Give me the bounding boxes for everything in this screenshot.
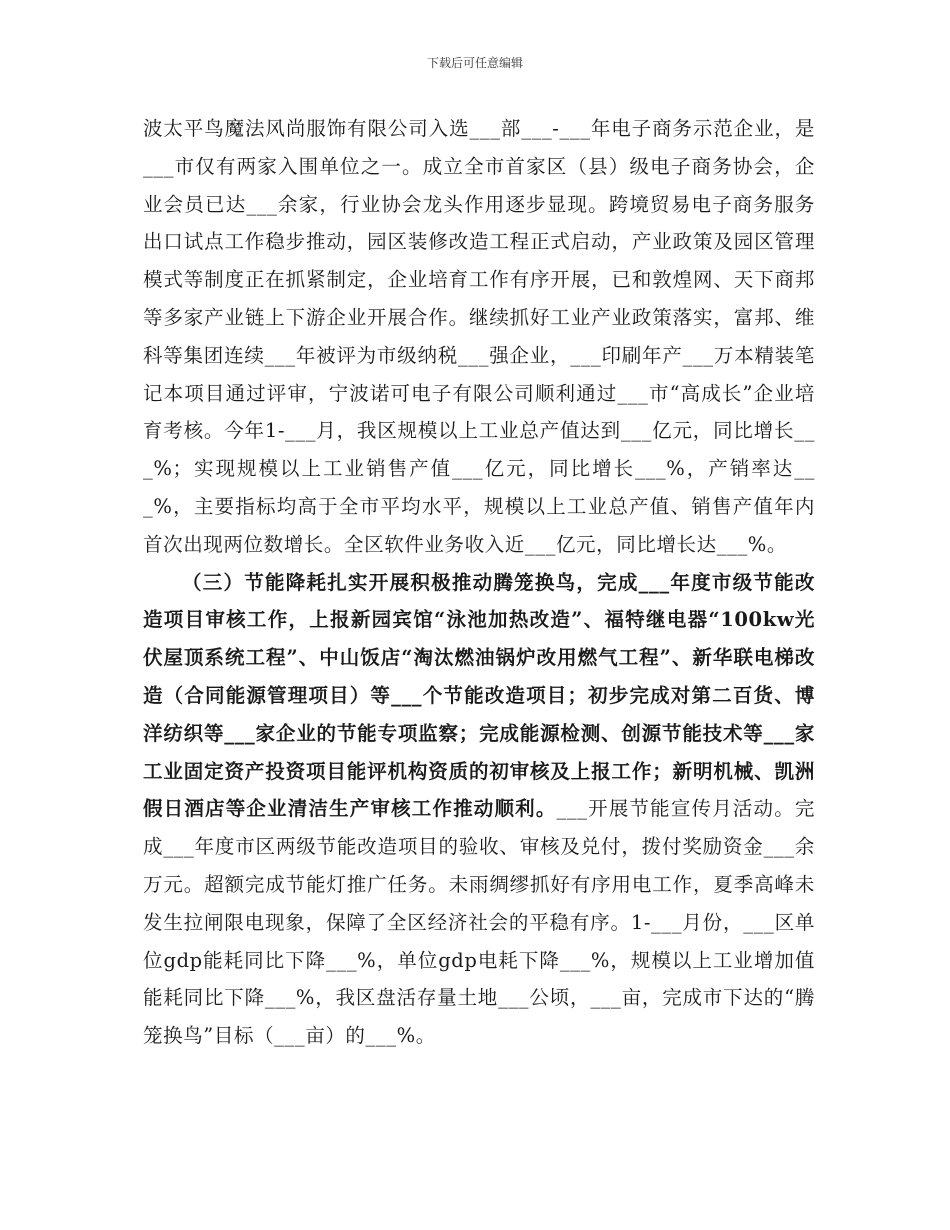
paragraph-energy-saving-bold: （三）节能降耗扎实开展积极推动腾笼换鸟，完成___年度市级节能改造项目审核工作，上报新园宾馆“泳池加热改造”、福特继电器“100kw光伏屋顶系统工程”、中山饭店“淘汰燃油锅炉改用燃气工程”、新华联电梯改造（合同能源管理项目）等___个节能改造项目；初步完成对第二百货、博洋纺织等___家企业的节能专项监察；完成能源检测、创源节能技术等___家工业固定资产投资项目能评机构资质的初审核及上报工作；新明机械、凯洲假日酒店等企业清洁生产审核工作推动顺利。 (143, 570, 815, 821)
paragraph-energy-saving-normal: ___开展节能宣传月活动。完成___年度市区两级节能改造项目的验收、审核及兑付，拨付奖励资金___余万元。超额完成节能灯推广任务。未雨绸缪抓好有序用电工作，夏季高峰未发生拉闸限电现象，保障了全区经济社会的平稳有序。1-___月份，___区单位gdp能耗同比下降___%，单位gdp电耗下降___%，规模以上工业增加值能耗同比下降___%，我区盘活存量土地___公顷，___亩，完成市下达的“腾笼换鸟”目标（___亩）的___%。 (143, 797, 815, 1048)
document-body (143, 110, 815, 1055)
page-header: 下载后可任意编辑 (426, 56, 523, 70)
paragraph-energy-saving (143, 564, 815, 1055)
paragraph-ecommerce-industry: 波太平鸟魔法风尚服饰有限公司入选___部___-___年电子商务示范企业，是___市仅有两家入围单位之一。成立全市首家区（县）级电子商务协会，企业会员已达___余家，行业协会龙头作用逐步显现。跨境贸易电子商务服务出口试点工作稳步推动，园区装修改造工程正式启动，产业政策及园区管理模式等制度正在抓紧制定，企业培育工作有序开展，已和敦煌网、天下商邦等多家产业链上下游企业开展合作。继续抓好工业产业政策落实，富邦、维科等集团连续___年被评为市级纳税___强企业，___印刷年产___万本精装笔记本项目通过评审，宁波诺可电子有限公司顺利通过___市“高成长”企业培育考核。今年1-___月，我区规模以上工业总产值达到___亿元，同比增长___%；实现规模以上工业销售产值___亿元，同比增长___%，产销率达___%，主要指标均高于全市平均水平，规模以上工业总产值、销售产值年内首次出现两位数增长。全区软件业务收入近___亿元，同比增长达___%。 (143, 117, 815, 556)
